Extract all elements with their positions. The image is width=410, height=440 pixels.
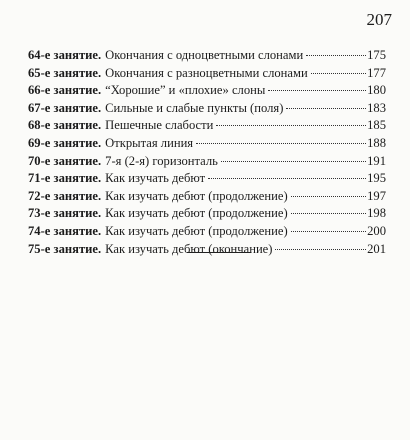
toc-entry-lesson: 67-е занятие. <box>28 100 102 115</box>
toc-entry-lesson: 68-е занятие. <box>28 118 102 133</box>
page-number: 207 <box>366 10 392 29</box>
toc-entry-leader <box>196 143 366 144</box>
toc-entry-title: Как изучать дебют (продолжение) <box>105 223 288 238</box>
toc-entry <box>28 135 386 153</box>
toc-entry-leader <box>291 231 366 232</box>
toc-entry-title: “Хорошие” и «плохие» слоны <box>105 83 266 98</box>
toc-entry-lesson: 70-е занятие. <box>28 153 102 168</box>
section-divider <box>187 252 251 253</box>
toc-entry-title: Как изучать дебют <box>105 171 206 186</box>
toc-entry-page: 180 <box>367 83 386 98</box>
toc-entry-page: 175 <box>367 48 386 62</box>
toc-entry-page: 183 <box>367 100 386 115</box>
toc-entry <box>28 188 386 206</box>
table-of-contents <box>28 47 386 258</box>
toc-entry-lesson: 69-е занятие. <box>28 135 102 150</box>
toc-entry-title: Открытая линия <box>105 135 194 150</box>
toc-entry-lesson: 64-е занятие. <box>28 48 102 62</box>
toc-entry-lesson: 72-е занятие. <box>28 188 102 203</box>
toc-entry-lesson: 66-е занятие. <box>28 83 102 98</box>
toc-entry <box>28 100 386 118</box>
toc-entry-title: Окончания с одноцветными слонами <box>105 48 304 62</box>
toc-entry-title: Пешечные слабости <box>105 118 214 133</box>
toc-entry-title: Как изучать дебют (продолжение) <box>105 188 288 203</box>
toc-entry-page: 200 <box>367 223 386 238</box>
toc-entry-leader <box>306 55 366 56</box>
toc-entry-page: 195 <box>367 171 386 186</box>
toc-entry-title: Как изучать дебют (продолжение) <box>105 206 288 221</box>
toc-entry-page: 185 <box>367 118 386 133</box>
toc-entry-leader <box>291 213 366 214</box>
toc-entry-title: 7-я (2-я) горизонталь <box>105 153 218 168</box>
toc-entry <box>28 205 386 223</box>
toc-entry-leader <box>311 73 366 74</box>
toc-entry <box>28 117 386 135</box>
toc-entry-title: Сильные и слабые пункты (поля) <box>105 100 284 115</box>
toc-entry-title: Окончания с разноцветными слонами <box>105 65 308 80</box>
toc-entry <box>28 65 386 83</box>
toc-entry-leader <box>291 196 366 197</box>
toc-entry <box>28 82 386 100</box>
toc-entry-lesson: 75-е занятие. <box>28 241 102 256</box>
toc-entry <box>28 153 386 171</box>
toc-entry-page: 191 <box>367 153 386 168</box>
toc-entry-title: Как изучать дебют (окончание) <box>105 241 273 256</box>
toc-entry-page: 177 <box>367 65 386 80</box>
toc-entry-page: 198 <box>367 206 386 221</box>
toc-entry-lesson: 74-е занятие. <box>28 223 102 238</box>
toc-entry-page: 197 <box>367 188 386 203</box>
toc-entry-leader <box>275 249 366 250</box>
toc-entry-leader <box>221 161 366 162</box>
toc-entry-leader <box>268 90 366 91</box>
toc-entry-lesson: 65-е занятие. <box>28 65 102 80</box>
toc-entry <box>28 170 386 188</box>
toc-entry-leader <box>208 178 366 179</box>
toc-entry-lesson: 71-е занятие. <box>28 171 102 186</box>
toc-entry <box>28 223 386 241</box>
toc-entry-leader <box>286 108 366 109</box>
toc-entry-page: 188 <box>367 135 386 150</box>
toc-entry-lesson: 73-е занятие. <box>28 206 102 221</box>
toc-entry <box>28 241 386 259</box>
toc-entry-leader <box>216 125 366 126</box>
toc-entry <box>28 47 386 65</box>
toc-entry-page: 201 <box>367 241 386 256</box>
